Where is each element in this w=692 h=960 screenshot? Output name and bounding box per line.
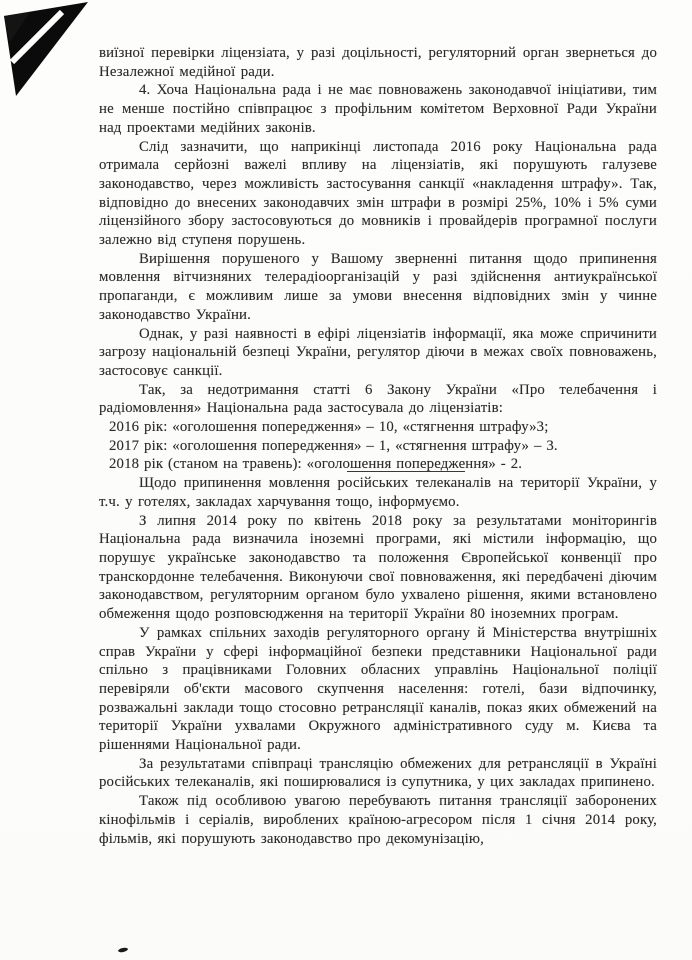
paragraph: Щодо припинення мовлення російських телеканалів на території України, у т.ч. у готелях, закладах харчування тощо, інформуємо. xyxy=(99,475,657,510)
paragraph: Однак, у разі наявності в ефірі ліцензіатів інформації, яка може спричинити загрозу національній безпеці України, регулятор діючи в межах своїх повноважень, застосовує санкції. xyxy=(99,325,657,379)
paragraph: Вирішення порушеного у Вашому зверненні питання щодо припинення мовлення вітчизняних телерадіоорганізацій у разі здійснення антиукраїнської пропаганди, є можливим лише за умови внесення відповідних змін у чинне законодавство України. xyxy=(99,250,657,323)
paragraph: Також під особливою увагою перебувають питання трансляції заборонених кінофільмів і серіалів, вироблених країною-агресором після 1 січня 2014 року, фільмів, які порушують законодавство про декомунізацію, xyxy=(99,793,657,847)
scan-ink-speck xyxy=(118,947,129,953)
stat-line-2017: 2017 рік: «оголошення попередження» – 1, «стягнення штрафу» – 3. xyxy=(109,437,558,454)
stat-line-2018: 2018 рік (станом на травень): «оголошення попередження» - 2. xyxy=(99,455,657,474)
paragraph: У рамках спільних заходів регуляторного органу й Міністерства внутрішніх справ України у сфері інформаційної безпеки представники Національної ради спільно з працівниками Головних обласних управлінь Національної поліції перевіряли об'єкти масового скупчення населення: готелі, бази відпочинку, розважальні заклади тощо стосовно ретрансляції каналів, показ яких обмежений на території України ухвалами Окружного адміністративного суду м. Києва та рішеннями Національної ради. xyxy=(99,624,657,754)
paragraph: Так, за недотримання статті 6 Закону України «Про телебачення і радіомовлення» Національна рада застосувала до ліцензіатів: xyxy=(99,381,657,417)
paragraph: З липня 2014 року по квітень 2018 року за результатами моніторингів Національна рада визначила іноземні програми, які містили інформацію, що порушує українське законодавство та положення Європейської конвенції про транскордонне телебачення. Виконуючи свої повноваження, які передбачені діючим законодавством, регуляторним органом було ухвалено рішення, якими встановлено обмеження щодо розповсюдження на території України 80 іноземних програм. xyxy=(99,512,657,623)
sanctions-stats-list xyxy=(99,418,657,474)
scan-corner-fold-mark xyxy=(0,0,95,105)
paragraph: За результатами співпраці трансляцію обмежених для ретрансляції в Україні російських телеканалів, які поширювалися із супутника, у цих закладах припинено. xyxy=(99,755,657,791)
paragraph: Слід зазначити, що наприкінці листопада 2016 року Національна рада отримала серйозні важелі впливу на ліцензіатів, які порушують галузеве законодавство, через можливість застосування санкції «накладення штрафу». Так, відповідно до внесених законодавчих змін штрафи в розмірі 25%, 10% і 5% суми ліцензійного збору застосовуються до мовників і провайдерів програмної послуги залежно від ступеня порушень. xyxy=(99,138,657,249)
paragraph: 4. Хоча Національна рада і не має повноважень законодавчої ініціативи, тим не менше постійно співпрацює з профільним комітетом Верховної Ради України над проектами медійних законів. xyxy=(99,82,657,136)
paragraph: виїзної перевірки ліцензіата, у разі доцільності, регуляторний орган звернеться до Незалежної медійної ради. xyxy=(99,45,657,80)
document-body xyxy=(99,44,657,848)
stat-line-2016: 2016 рік: «оголошення попередження» – 10, «стягнення штрафу»3; xyxy=(109,419,549,436)
